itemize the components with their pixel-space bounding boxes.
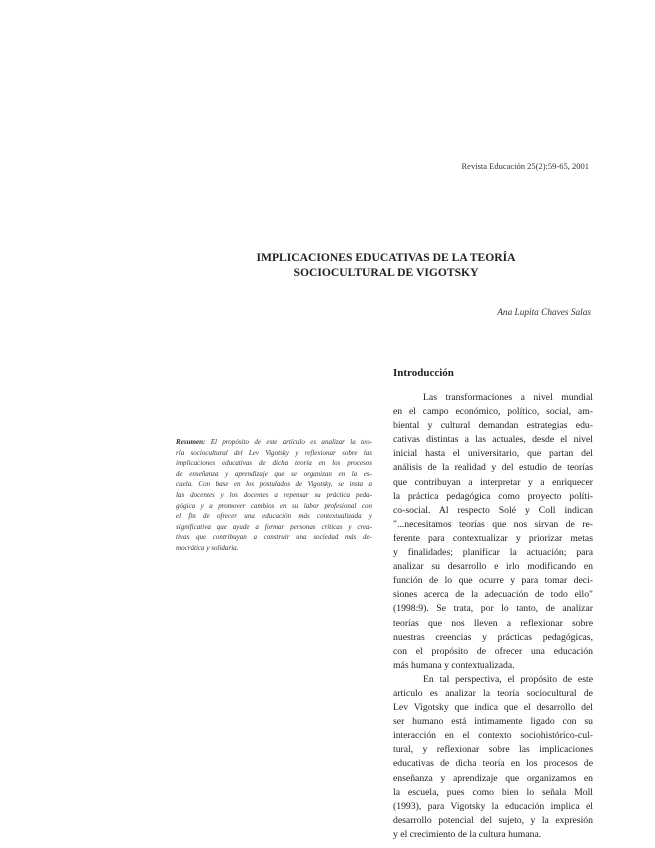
paragraph-line: siones acerca de la adecuación de todo ello" (393, 589, 593, 601)
paragraph-line: y el crecimiento de la cultura humana. (393, 828, 542, 840)
body-text (393, 391, 593, 842)
article-title (170, 251, 602, 280)
paragraph-line: analizar su desarrollo e irlo modificando en (393, 561, 593, 573)
abstract-line: las docentes y los docentes a repensar su práctica peda- (176, 490, 372, 499)
abstract-line: significativa que ayude a formar personas críticas y crea- (176, 522, 372, 531)
paragraph-line: co-social. Al respecto Solé y Coll indican (393, 504, 593, 516)
paragraph-line: educativas de dicha teoría en los procesos de (393, 758, 593, 770)
abstract-line: gógica y a promover cambios en su labor profesional con (176, 501, 372, 510)
paragraph-line: nuestras creencias y prácticas pedagógicas, (393, 631, 593, 643)
abstract-line-text: El propósito de este artículo es analizar la teo- (205, 438, 372, 446)
abstract-line: implicaciones educativas de dicha teoría en los procesos (176, 459, 372, 468)
paragraph-line: tural, y reflexionar sobre las implicaciones (393, 744, 593, 756)
paragraph-line: que contribuyan a interpretar y a enriquecer (393, 476, 593, 488)
abstract-line: cuela. Con base en los postulados de Vigotsky, se insta a (176, 480, 372, 489)
abstract-line: ría sociocultural del Lev Vigotsky y reflexionar sobre las (176, 448, 372, 457)
paragraph-line: ser humano está íntimamente ligado con su (393, 716, 593, 728)
title-line-1: IMPLICACIONES EDUCATIVAS DE LA TEORÍA (256, 251, 516, 264)
paragraph-line: biental y cultural demandan estrategias edu- (393, 420, 593, 432)
paragraph-line: la práctica pedagógica como proyecto políti- (393, 490, 593, 502)
section-heading: Introducción (393, 367, 454, 379)
paragraph-line: y finalidades; planificar la actuación; para (393, 547, 593, 559)
paragraph-line: teorías que nos lleven a reflexionar sobre (393, 617, 593, 629)
paragraph-line: interacción en el contexto sociohistórico-cul- (393, 730, 593, 742)
abstract-line (176, 437, 372, 448)
paragraph-line: (1998:9). Se trata, por lo tanto, de analizar (393, 603, 593, 615)
paragraph-line: (1993), para Vigotsky la educación implica el (393, 800, 593, 812)
paragraph-line: Las transformaciones a nivel mundial (423, 392, 593, 403)
abstract (176, 437, 372, 554)
author-name: Ana Lupita Chaves Salas (497, 308, 591, 318)
paragraph-line: cativas distintas a las actuales, desde el nivel (393, 434, 593, 446)
paragraph-line: enseñanza y aprendizaje que organizamos en (393, 772, 593, 784)
paragraph-line: inicial hasta el universitario, que partan del (393, 448, 593, 460)
paragraph-line: con el propósito de ofrecer una educación (393, 645, 593, 657)
paragraph-line: en el campo económico, político, social, am- (393, 406, 593, 418)
paragraph-line: En tal perspectiva, el propósito de este (423, 673, 593, 685)
paragraph-line: análisis de la realidad y del estudio de teorías (393, 462, 593, 474)
abstract-line: mocrática y solidaria. (176, 543, 239, 552)
paragraph-line: más humana y contextualizada. (393, 659, 515, 671)
paragraph-line: función de lo que ocurre y para tomar deci- (393, 575, 593, 587)
abstract-line: de enseñanza y aprendizaje que se organizan en la es- (176, 469, 372, 478)
paragraph-line: desarrollo potencial del sujeto, y la expresión (393, 814, 593, 826)
paragraph-line: "...necesitamos teorías que nos sirvan de re- (393, 518, 593, 530)
abstract-label: Resumen: (176, 438, 206, 446)
paragraph-line: artículo es analizar la teoría sociocultural de (393, 687, 593, 699)
title-line-2: SOCIOCULTURAL DE VIGOTSKY (293, 265, 479, 279)
paragraph-line: ferente para contextualizar y priorizar metas (393, 532, 593, 544)
abstract-line: tivas que contribuyan a construir una sociedad más de- (176, 533, 372, 542)
paragraph-line: Lev Vigotsky que indica que el desarrollo del (393, 702, 593, 714)
abstract-line: el fin de ofrecer una educación más contextualizada y (176, 512, 372, 521)
paragraph-line: la escuela, pues como bien lo señala Moll (393, 786, 593, 798)
journal-reference: Revista Educación 25(2):59-65, 2001 (461, 161, 589, 171)
